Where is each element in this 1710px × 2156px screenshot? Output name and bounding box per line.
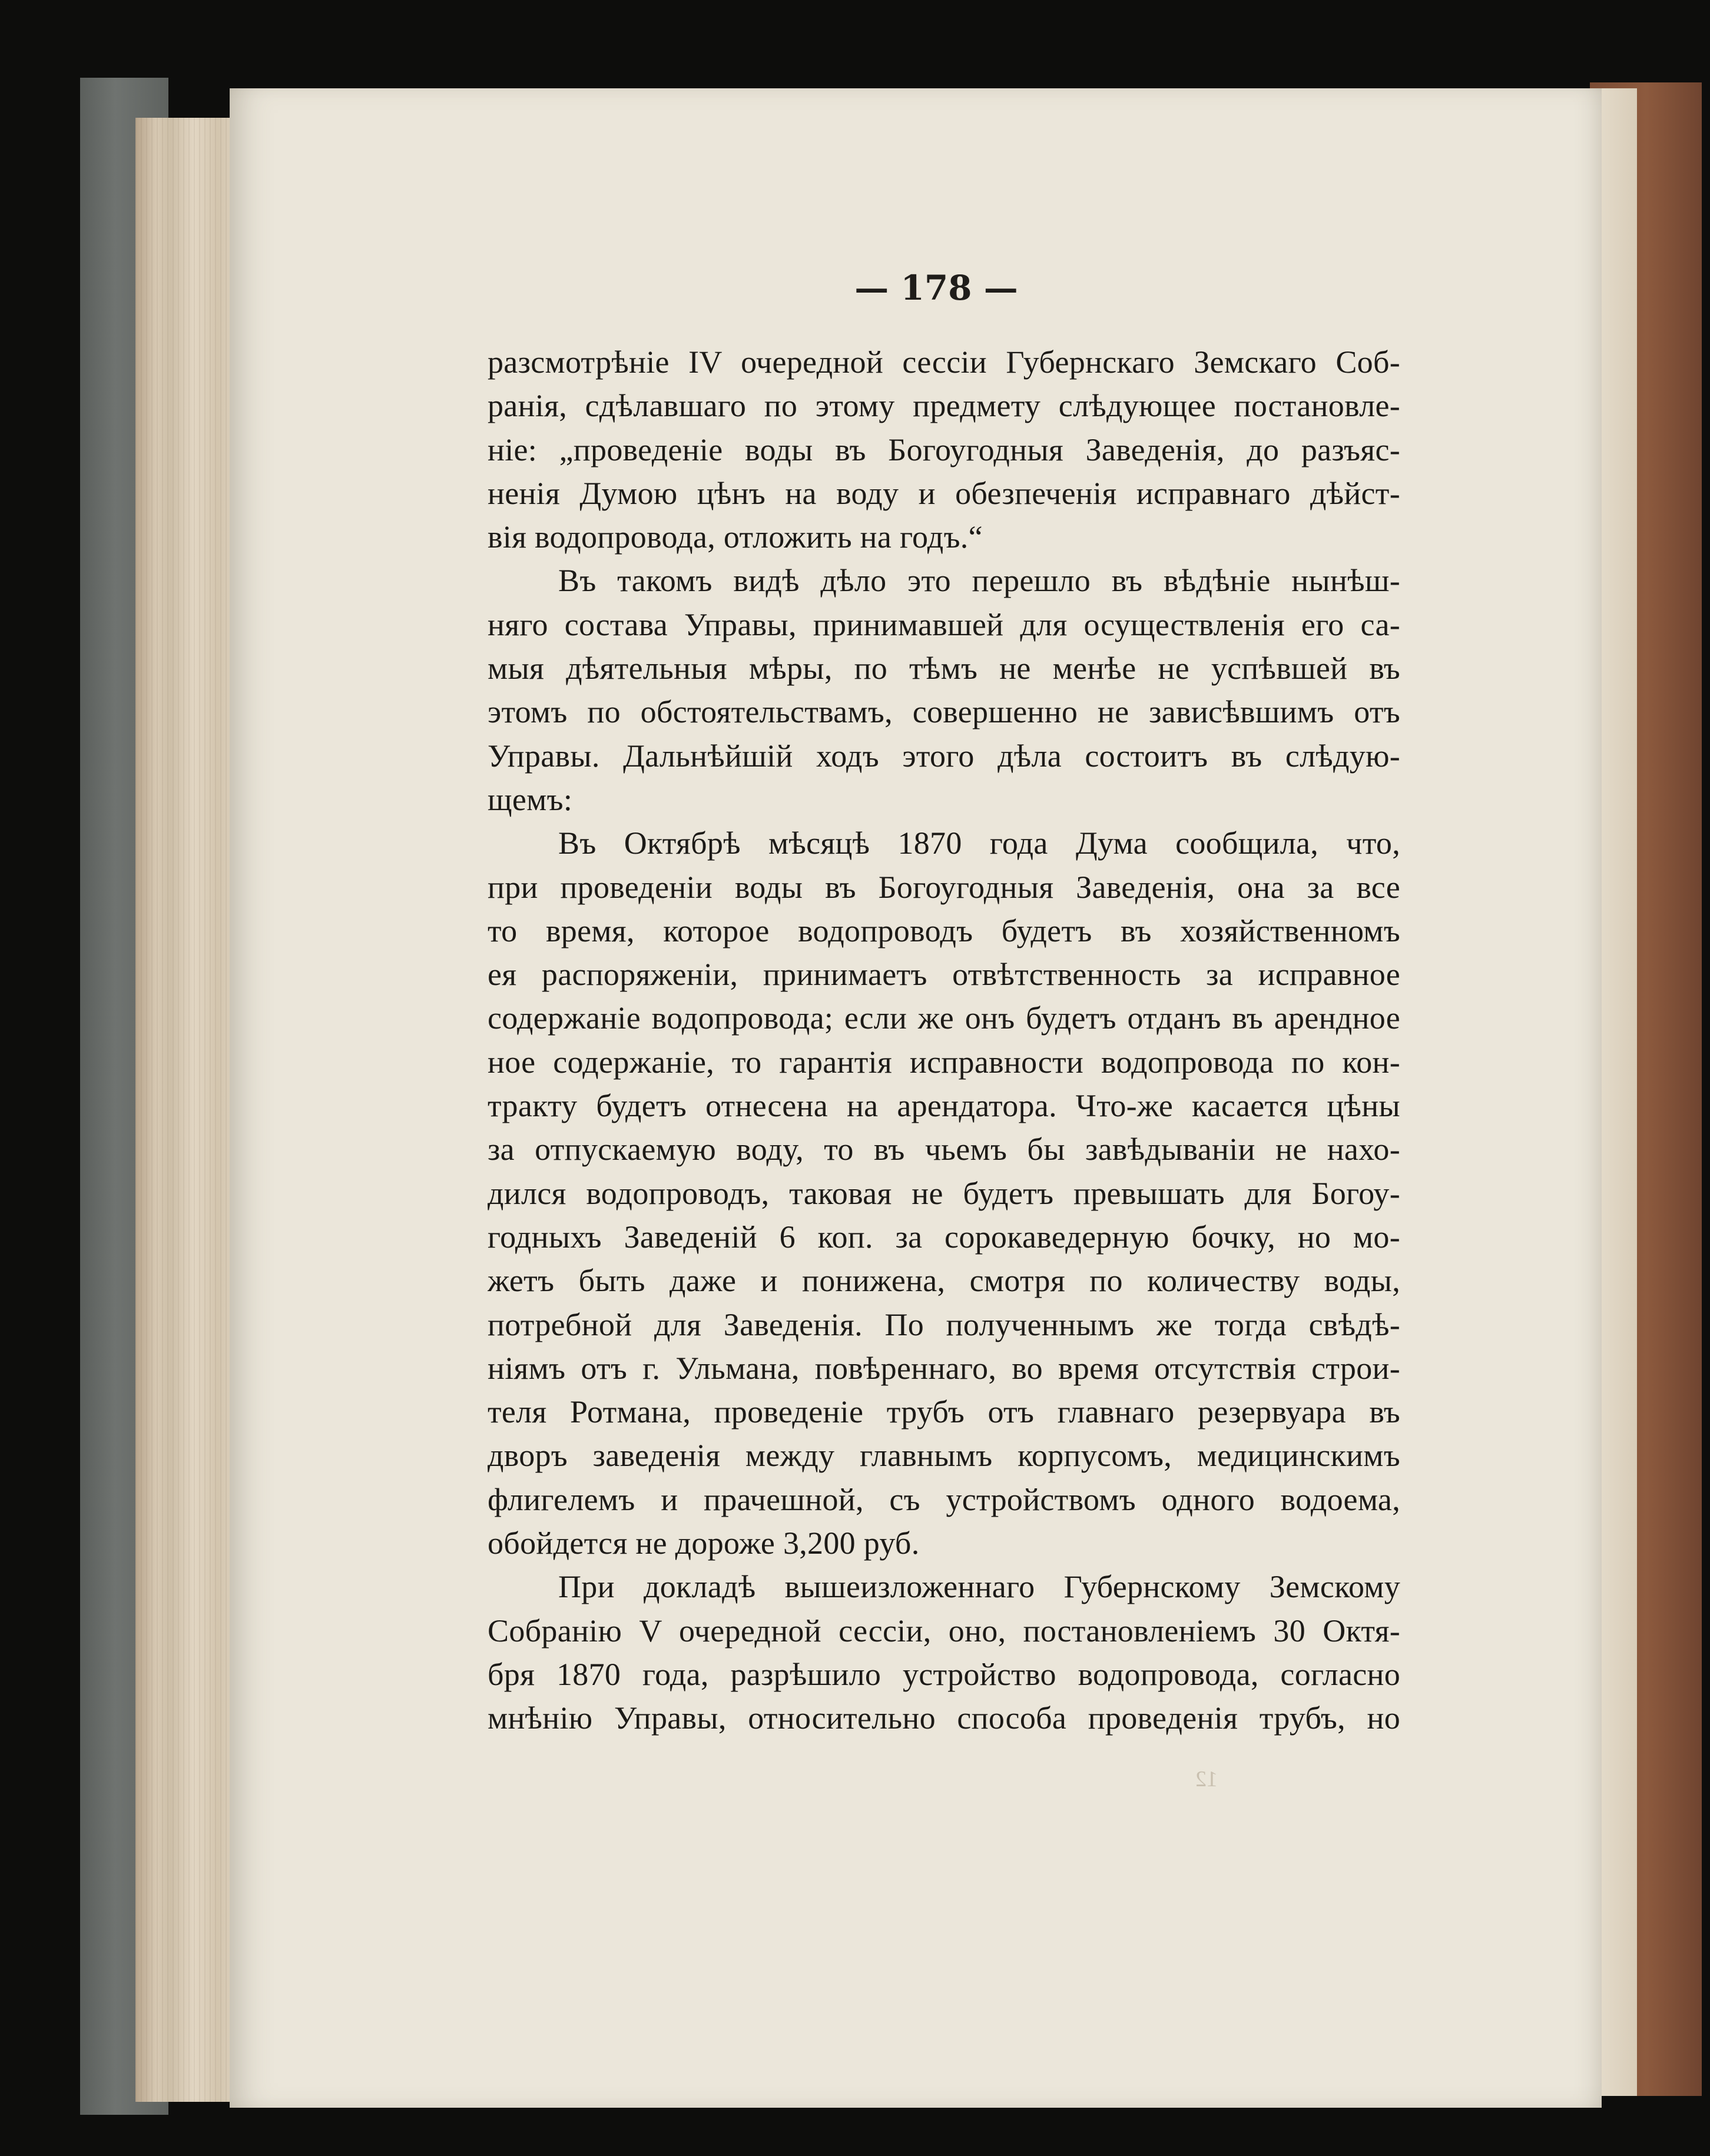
text-line: при проведеніи воды въ Богоугодныя Заведенія, она за все — [488, 869, 1400, 905]
bleed-through-signature-mark: 12 — [1195, 1767, 1218, 1792]
text-line: мыя дѣятельныя мѣры, по тѣмъ не менѣе не успѣвшей въ — [488, 651, 1400, 686]
text-line: мнѣнію Управы, относительно способа проведенія трубъ, но — [488, 1700, 1400, 1736]
text-line: ненія Думою цѣнъ на воду и обезпеченія исправнаго дѣйст- — [488, 475, 1400, 511]
text-line: ніе: „проведеніе воды въ Богоугодныя Заведенія, до разъяс- — [488, 432, 1400, 467]
body-text — [488, 340, 1400, 1740]
text-line: годныхъ Заведеній 6 коп. за сорокаведерную бочку, но мо- — [488, 1219, 1400, 1255]
text-line: флигелемъ и прачешной, съ устройствомъ одного водоема, — [488, 1481, 1400, 1517]
text-line: дился водопроводъ, таковая не будетъ превышать для Богоу- — [488, 1175, 1400, 1211]
text-line: теля Ротмана, проведеніе трубъ отъ главнаго резервуара въ — [488, 1394, 1400, 1430]
page-number: — 178 — — [854, 268, 1018, 308]
text-line: разсмотрѣніе IV очередной сессіи Губернскаго Земскаго Соб- — [488, 344, 1400, 380]
text-line: няго состава Управы, принимавшей для осуществленія его са- — [488, 606, 1400, 642]
text-line: ное содержаніе, то гарантія исправности водопровода по кон- — [488, 1044, 1400, 1080]
text-line: тракту будетъ отнесена на арендатора. Что-же касается цѣны — [488, 1088, 1400, 1124]
text-line: вія водопровода, отложить на годъ.“ — [488, 519, 983, 555]
text-line: за отпускаемую воду, то въ чьемъ бы завѣдываніи не нахо- — [488, 1132, 1400, 1167]
text-line: жетъ быть даже и понижена, смотря по количеству воды, — [488, 1263, 1400, 1299]
text-line: щемъ: — [488, 781, 573, 817]
text-line: то время, которое водопроводъ будетъ въ хозяйственномъ — [488, 913, 1400, 948]
text-line: ранія, сдѣлавшаго по этому предмету слѣдующее постановле- — [488, 388, 1400, 424]
text-line: потребной для Заведенія. По полученнымъ же тогда свѣдѣ- — [488, 1306, 1400, 1342]
text-line: Въ Октябрѣ мѣсяцѣ 1870 года Дума сообщила, что, — [558, 825, 1400, 861]
text-line: содержаніе водопровода; если же онъ будетъ отданъ въ арендное — [488, 1000, 1400, 1036]
text-line: Въ такомъ видѣ дѣло это перешло въ вѣдѣніе нынѣш- — [558, 563, 1400, 599]
text-line: Собранію V очередной сессіи, оно, постановленіемъ 30 Октя- — [488, 1613, 1400, 1648]
text-line: этомъ по обстоятельствамъ, совершенно не зависѣвшимъ отъ — [488, 694, 1400, 730]
text-line: При докладѣ вышеизложеннаго Губернскому Земскому — [558, 1569, 1400, 1605]
text-line: Управы. Дальнѣйшій ходъ этого дѣла состоитъ въ слѣдую- — [488, 738, 1400, 774]
text-line: обойдется не дороже 3,200 руб. — [488, 1525, 920, 1561]
text-line: ея распоряженіи, принимаетъ отвѣтственность за исправное — [488, 957, 1400, 993]
text-line: бря 1870 года, разрѣшило устройство водопровода, согласно — [488, 1656, 1400, 1692]
text-line: дворъ заведенія между главнымъ корпусомъ, медицинскимъ — [488, 1438, 1400, 1474]
text-line: ніямъ отъ г. Ульмана, повѣреннаго, во время отсутствія строи- — [488, 1350, 1400, 1386]
